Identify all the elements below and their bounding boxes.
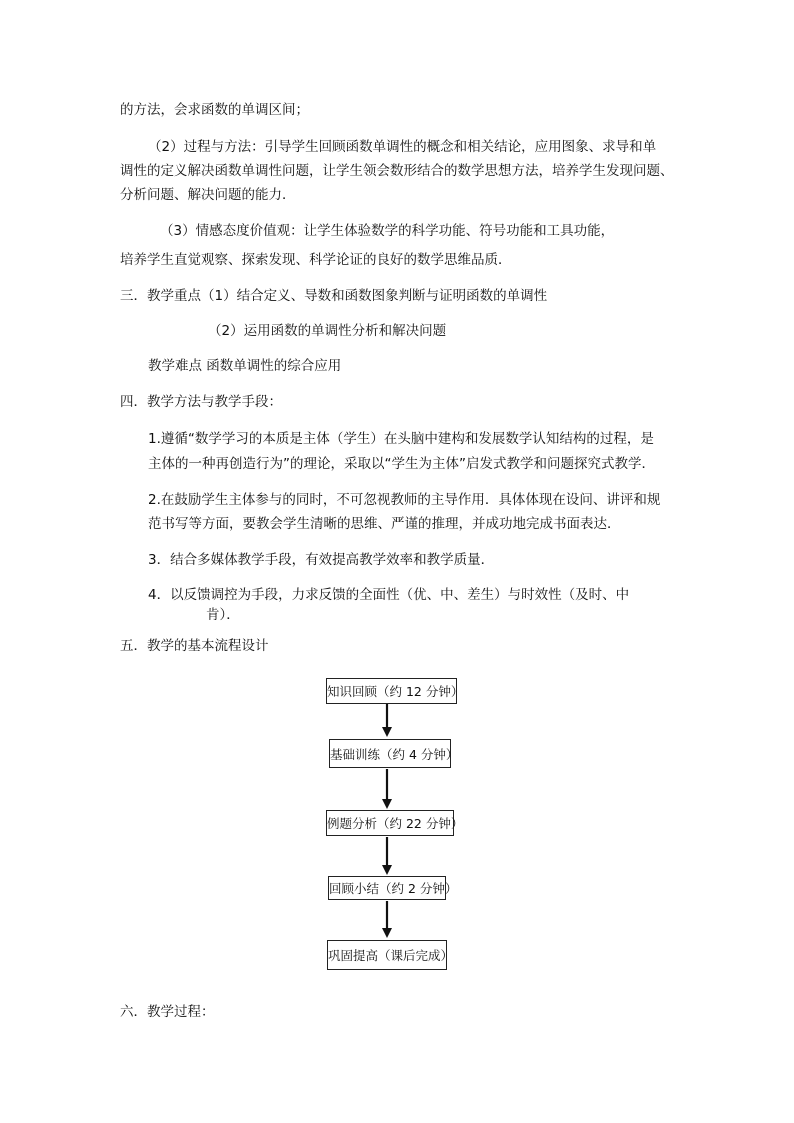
flow-step-review: 知识回顾（约 12 分钟）	[326, 678, 457, 704]
flow-step-example-analysis: 例题分析（约 22 分钟）	[326, 810, 454, 836]
text-line: 肯）．	[206, 607, 240, 623]
text-line: （2）过程与方法：引导学生回顾函数单调性的概念和相关结论，应用图象、求导和单	[148, 139, 657, 155]
text-line: 4．以反馈调控为手段，力求反馈的全面性（优、中、差生）与时效性（及时、中	[148, 587, 630, 603]
text-line: （3）情感态度价值观：让学生体验数学的科学功能、符号功能和工具功能，	[160, 223, 615, 239]
text-line: 教学难点 函数单调性的综合应用	[148, 358, 342, 374]
text-line: 培养学生直觉观察、探索发现、科学论证的良好的数学思维品质．	[120, 252, 512, 268]
text-line: （2）运用函数的单调性分析和解决问题	[208, 323, 447, 339]
section-heading: 四．教学方法与教学手段：	[120, 394, 282, 410]
text-line: 分析问题、解决问题的能力．	[120, 187, 296, 203]
text-line: 范书写等方面，要教会学生清晰的思维、严谨的推理，并成功地完成书面表达．	[148, 516, 621, 532]
flow-step-consolidation: 巩固提高（课后完成）	[327, 940, 447, 970]
section-heading: 五．教学的基本流程设计	[120, 638, 269, 654]
flow-step-basic-training: 基础训练（约 4 分钟）	[329, 739, 451, 768]
text-line: 1.遵循“数学学习的本质是主体（学生）在头脑中建构和发展数学认知结构的过程，是	[148, 431, 654, 447]
text-line: 3．结合多媒体教学手段，有效提高教学效率和教学质量．	[148, 552, 495, 568]
section-heading: 三．教学重点（1）结合定义、导数和函数图象判断与证明函数的单调性	[120, 288, 548, 304]
flow-step-summary: 回顾小结（约 2 分钟）	[328, 876, 446, 900]
text-line: 调性的定义解决函数单调性问题，让学生领会数形结合的数学思想方法，培养学生发现问题、	[120, 163, 674, 179]
text-line: 的方法，会求函数的单调区间；	[120, 102, 309, 118]
text-line: 主体的一种再创造行为”的理论，采取以“学生为主体”启发式教学和问题探究式教学．	[148, 456, 655, 472]
section-heading: 六．教学过程：	[120, 1004, 215, 1020]
text-line: 2.在鼓励学生主体参与的同时，不可忽视教师的主导作用．具体体现在设问、讲评和规	[148, 492, 661, 508]
